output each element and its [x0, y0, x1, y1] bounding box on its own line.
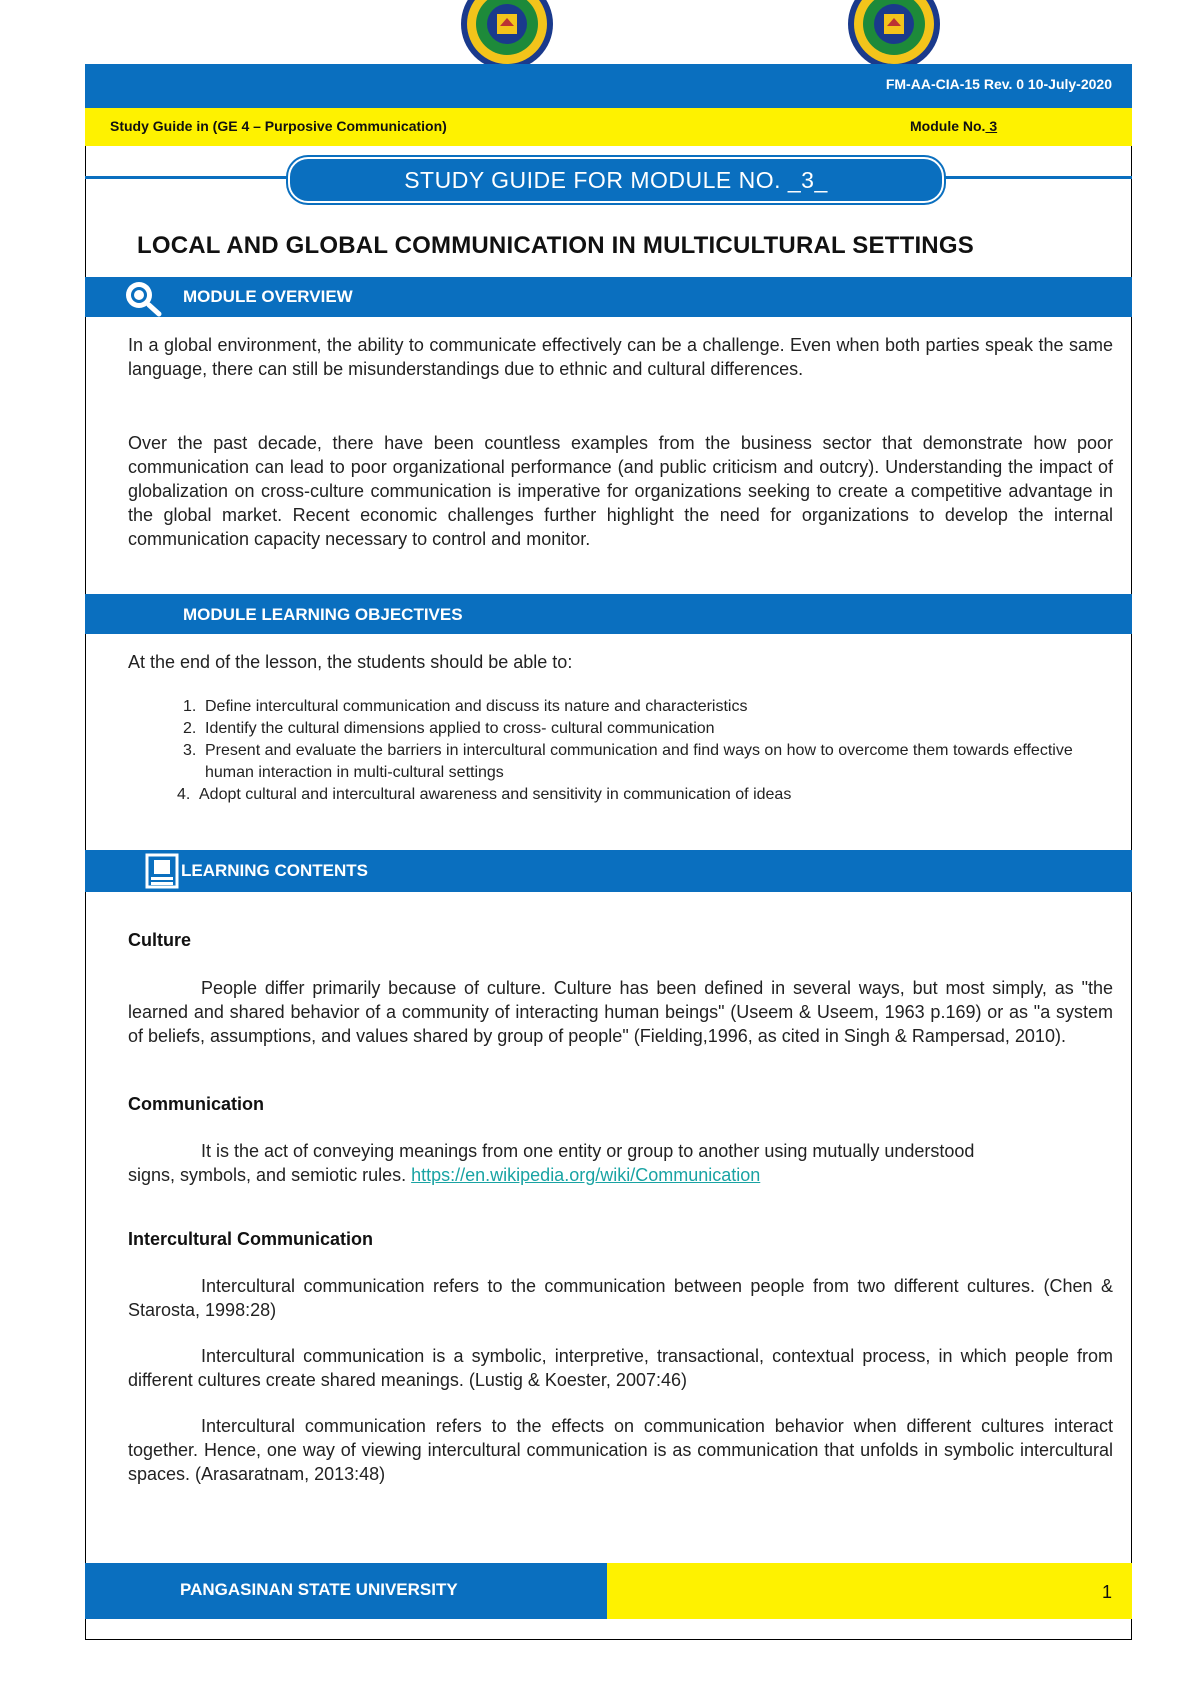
list-item: 2. Identify the cultural dimensions applied to cross- cultural communication [183, 720, 715, 737]
magnifier-icon [123, 279, 163, 317]
form-code: FM-AA-CIA-15 Rev. 0 10-July-2020 [885, 76, 1112, 92]
culture-paragraph: People differ primarily because of culture. Culture has been defined in several ways, but most simply, as "the learned and shared behavior of a community of interacting human beings" (Useem & Useem, 1963 p.169) or as "a system of beliefs, assumptions, and values shared by group of people" (Fielding,1996, as cited in Singh & Rampersad, 2010). [128, 978, 1113, 1046]
overview-section-bar [85, 277, 1132, 317]
objectives-section-bar [85, 594, 1132, 634]
intercultural-paragraph: Intercultural communication refers to the effects on communication behavior when different cultures interact together. Hence, one way of viewing intercultural communication is as communication that unfolds in symbolic intercultural spaces. (Arasaratnam, 2013:48) [128, 1416, 1113, 1484]
university-name: PANGASINAN STATE UNIVERSITY [180, 1580, 458, 1599]
communication-paragraph: It is the act of conveying meanings from one entity or group to another using mutually understood signs, symbols, and semiotic rules. https://en.wikipedia.org/wiki/Communication [128, 1141, 975, 1185]
banner-line-right [940, 176, 1132, 179]
module-banner: STUDY GUIDE FOR MODULE NO. _3_ [288, 157, 944, 203]
list-item: 3. Present and evaluate the barriers in intercultural communication and find ways on how to overcome them towards effective human interaction in multi-cultural settings [183, 742, 1073, 781]
wikipedia-link[interactable]: https://en.wikipedia.org/wiki/Communication [411, 1165, 761, 1185]
university-seal-icon [458, 0, 556, 68]
overview-heading: MODULE OVERVIEW [183, 287, 353, 306]
list-item: 1. Define intercultural communication and discuss its nature and characteristics [183, 698, 748, 715]
objectives-list [177, 696, 1085, 806]
page-title: LOCAL AND GLOBAL COMMUNICATION IN MULTICULTURAL SETTINGS [137, 232, 974, 259]
culture-heading: Culture [128, 930, 191, 950]
overview-paragraph: In a global environment, the ability to communicate effectively can be a challenge. Even when both parties speak the same language, there can still be misunderstandings due to ethnic and cultural differences. [128, 335, 1113, 379]
contents-section-bar [85, 850, 1132, 892]
header-yellow-bar [85, 108, 1132, 146]
footer-yellow-bar [607, 1563, 1132, 1619]
footer-blue-bar [85, 1563, 607, 1619]
header-blue-bar [85, 64, 1132, 108]
intercultural-paragraph: Intercultural communication refers to the communication between people from two different cultures. (Chen & Starosta, 1998:28) [128, 1276, 1113, 1320]
page-number: 1 [1101, 1582, 1112, 1602]
document-icon [145, 853, 179, 889]
study-guide-label: Study Guide in (GE 4 – Purposive Communication) [110, 118, 447, 134]
university-seal-icon [845, 0, 943, 68]
intercultural-paragraph: Intercultural communication is a symbolic, interpretive, transactional, contextual process, in which people from different cultures create shared meanings. (Lustig & Koester, 2007:46) [128, 1346, 1113, 1390]
objectives-heading: MODULE LEARNING OBJECTIVES [183, 605, 463, 624]
overview-paragraph: Over the past decade, there have been countless examples from the business sector that demonstrate how poor communication can lead to poor organizational performance (and public criticism and outcry). Understanding the impact of globalization on cross-culture communication is imperative for organizations seeking to create a competitive advantage in the global market. Recent economic challenges further highlight the need for organizations to develop the internal communication capacity necessary to control and monitor. [128, 433, 1113, 549]
communication-heading: Communication [128, 1094, 265, 1114]
banner-line-left [85, 176, 288, 179]
objectives-intro: At the end of the lesson, the students should be able to: [128, 652, 573, 672]
contents-heading: LEARNING CONTENTS [181, 861, 368, 880]
list-item: 4. Adopt cultural and intercultural awareness and sensitivity in communication of ideas [177, 786, 792, 803]
module-number-label: Module No. 3 [910, 118, 998, 134]
intercultural-heading: Intercultural Communication [128, 1229, 374, 1249]
